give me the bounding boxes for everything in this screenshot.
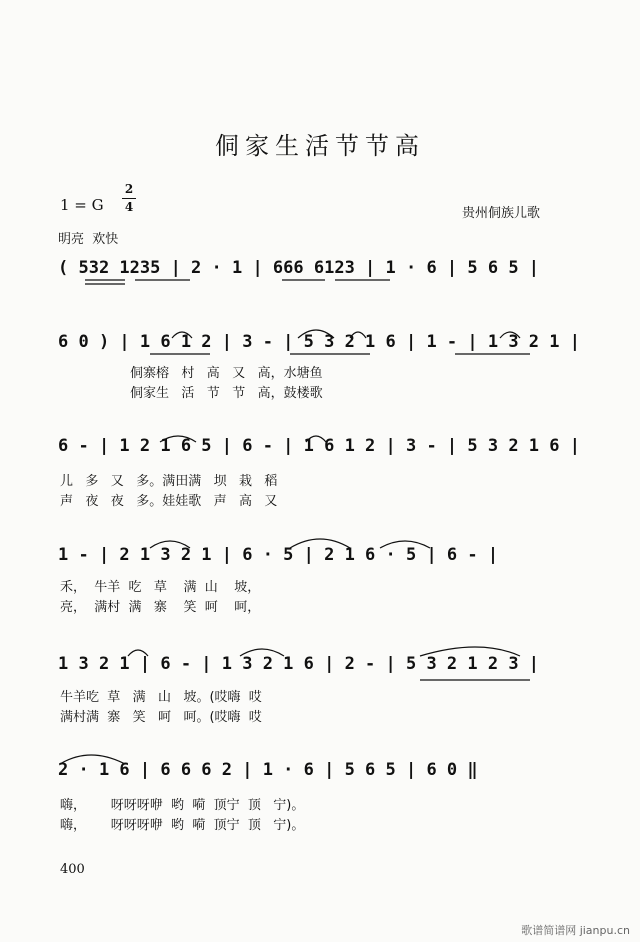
system-2-notes: 6 0 ) | 1 6 1 2 | 3 - | 5 3 2 1 6 | 1 - | 1 3 2 1 |	[58, 332, 580, 352]
slur-arc	[380, 541, 430, 548]
system-6-lyrics-verse-1: 嗨， 呀呀呀咿 哟 嗬 顶宁 顶 宁)。	[60, 798, 305, 813]
page-number: 400	[60, 862, 85, 877]
slur-arc	[240, 649, 284, 656]
system-6-notes: 2 · 1 6 | 6 6 6 2 | 1 · 6 | 5 6 5 | 6 0 ‖	[58, 760, 478, 780]
key-signature: 1 = G	[60, 196, 104, 214]
song-title: 侗家生活节节高	[215, 132, 425, 160]
system-5-lyrics-verse-2: 满村满 寨 笑 呵 呵。(哎嗨 哎	[60, 710, 262, 725]
slur-arc	[290, 539, 350, 548]
slur-arc	[500, 332, 520, 338]
watermark: 歌谱简谱网 jianpu.cn	[521, 924, 630, 937]
slur-arc	[350, 332, 366, 338]
song-source: 贵州侗族儿歌	[461, 206, 540, 221]
system-3-lyrics-verse-1: 儿 多 又 多。满田满 坝 栽 稻	[60, 474, 278, 489]
time-signature-top: 2	[124, 182, 134, 196]
system-3-lyrics-verse-2: 声 夜 夜 多。娃娃歌 声 高 又	[60, 494, 278, 509]
system-1-notes: ( 532 1235 | 2 · 1 | 666 6123 | 1 · 6 | 5 6 5 |	[58, 258, 540, 278]
slur-arc	[298, 330, 334, 338]
slur-arc	[150, 541, 190, 548]
slur-arc	[306, 436, 326, 442]
time-signature-bottom: 4	[124, 200, 134, 214]
system-4-notes: 1 - | 2 1 3 2 1 | 6 · 5 | 2 1 6 · 5 | 6 - |	[58, 545, 499, 565]
slur-arc	[60, 755, 125, 764]
system-6-lyrics-verse-2: 嗨， 呀呀呀咿 哟 嗬 顶宁 顶 宁)。	[60, 818, 305, 833]
system-2-lyrics-verse-1: 侗寨榕 村 高 又 高，水塘鱼	[130, 366, 323, 381]
tempo-marking: 明亮 欢快	[58, 232, 119, 247]
slur-arc	[128, 650, 148, 656]
slur-arc	[172, 332, 192, 338]
slur-arc	[160, 436, 196, 442]
system-4-lyrics-verse-1: 禾， 牛羊 吃 草 满 山 坡，	[60, 580, 261, 595]
slur-arc	[420, 647, 520, 656]
system-5-notes: 1 3 2 1 | 6 - | 1 3 2 1 6 | 2 - | 5 3 2 1 2 3 |	[58, 654, 540, 674]
system-4-lyrics-verse-2: 亮， 满村 满 寨 笑 呵 呵，	[60, 600, 261, 615]
system-3-notes: 6 - | 1 2 1 6 5 | 6 - | 1 6 1 2 | 3 - | 5 3 2 1 6 |	[58, 436, 580, 456]
system-5-lyrics-verse-1: 牛羊吃 草 满 山 坡。(哎嗨 哎	[60, 690, 262, 705]
system-2-lyrics-verse-2: 侗家生 活 节 节 高，鼓楼歌	[130, 386, 323, 401]
